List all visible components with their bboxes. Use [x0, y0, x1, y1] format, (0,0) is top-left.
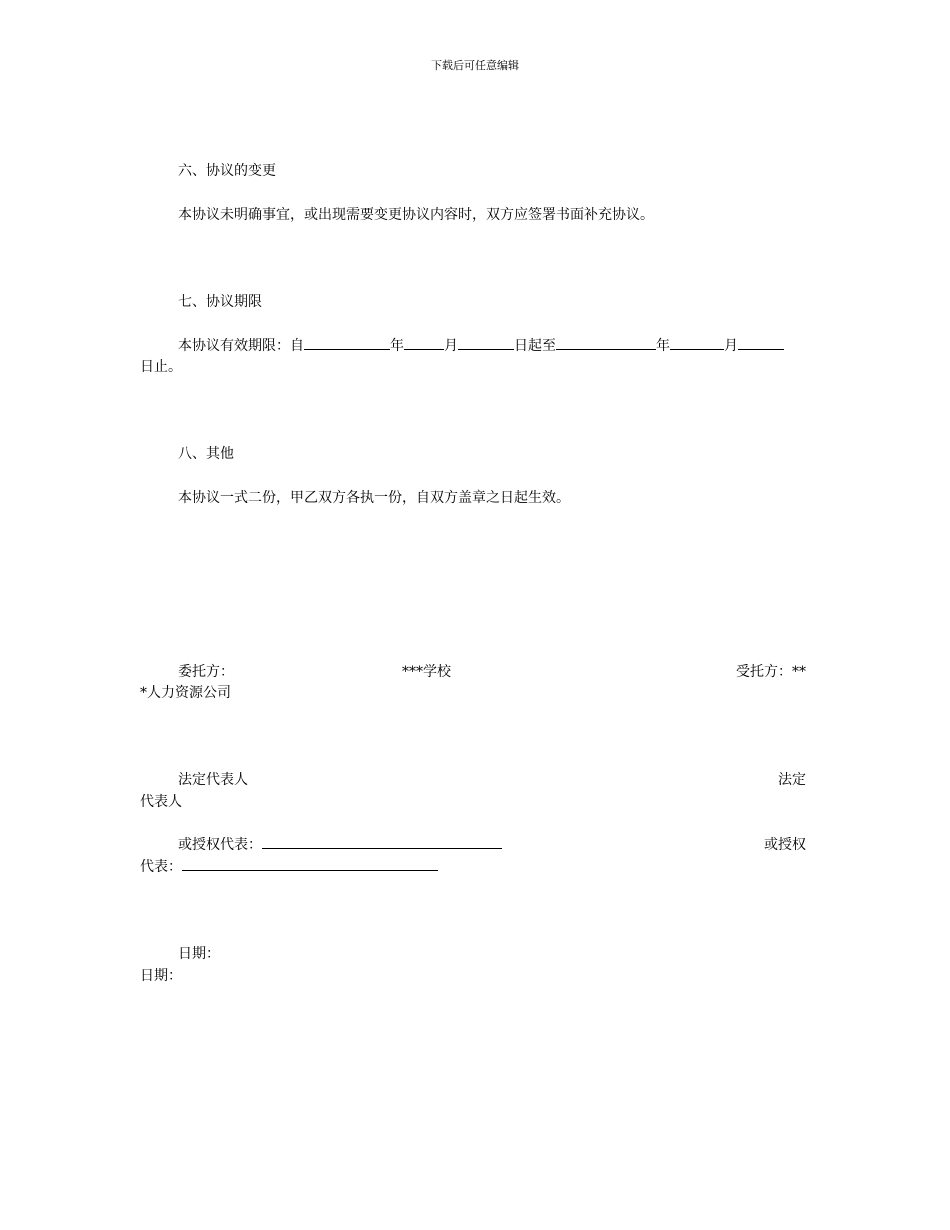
auth-rep-left-label: 或授权代表：: [178, 837, 262, 853]
auth-rep-left: [178, 834, 502, 854]
auth-rep-right-2: [140, 856, 438, 876]
start-year-label: 年: [390, 338, 404, 354]
legal-rep-right-1: 法定: [778, 772, 806, 788]
start-day-label: 日起至: [514, 338, 556, 354]
auth-rep-right-blank[interactable]: [182, 857, 438, 871]
section-8-heading: 八、其他: [178, 446, 234, 462]
auth-rep-right-1: 或授权: [764, 837, 806, 853]
start-year-blank[interactable]: [304, 336, 390, 350]
auth-rep-right-label: 代表：: [140, 859, 182, 875]
term-end: 日止。: [140, 359, 182, 375]
agent-label: 受托方：**: [736, 664, 806, 680]
agent-name: *人力资源公司: [140, 685, 231, 701]
start-day-blank[interactable]: [458, 336, 514, 350]
start-month-label: 月: [444, 338, 458, 354]
principal-name: ***学校: [402, 664, 451, 680]
end-year-label: 年: [656, 338, 670, 354]
end-month-label: 月: [724, 338, 738, 354]
end-month-blank[interactable]: [670, 336, 724, 350]
section-7-heading: 七、协议期限: [178, 294, 262, 310]
section-6-body: 本协议未明确事宜，或出现需要变更协议内容时，双方应签署书面补充协议。: [178, 207, 654, 223]
term-line: [178, 335, 784, 355]
end-year-blank[interactable]: [556, 336, 656, 350]
principal-label: 委托方：: [178, 664, 234, 680]
date-left: 日期：: [178, 946, 220, 962]
end-day-blank[interactable]: [738, 336, 784, 350]
section-6-heading: 六、协议的变更: [178, 163, 276, 179]
term-prefix: 本协议有效期限：自: [178, 338, 304, 354]
section-8-body: 本协议一式二份，甲乙双方各执一份，自双方盖章之日起生效。: [178, 490, 570, 506]
legal-rep-left: 法定代表人: [178, 772, 248, 788]
start-month-blank[interactable]: [404, 336, 444, 350]
legal-rep-right-2: 代表人: [140, 794, 182, 810]
date-right: 日期：: [140, 968, 182, 984]
auth-rep-left-blank[interactable]: [262, 835, 502, 849]
page-header: 下载后可任意编辑: [431, 59, 519, 72]
